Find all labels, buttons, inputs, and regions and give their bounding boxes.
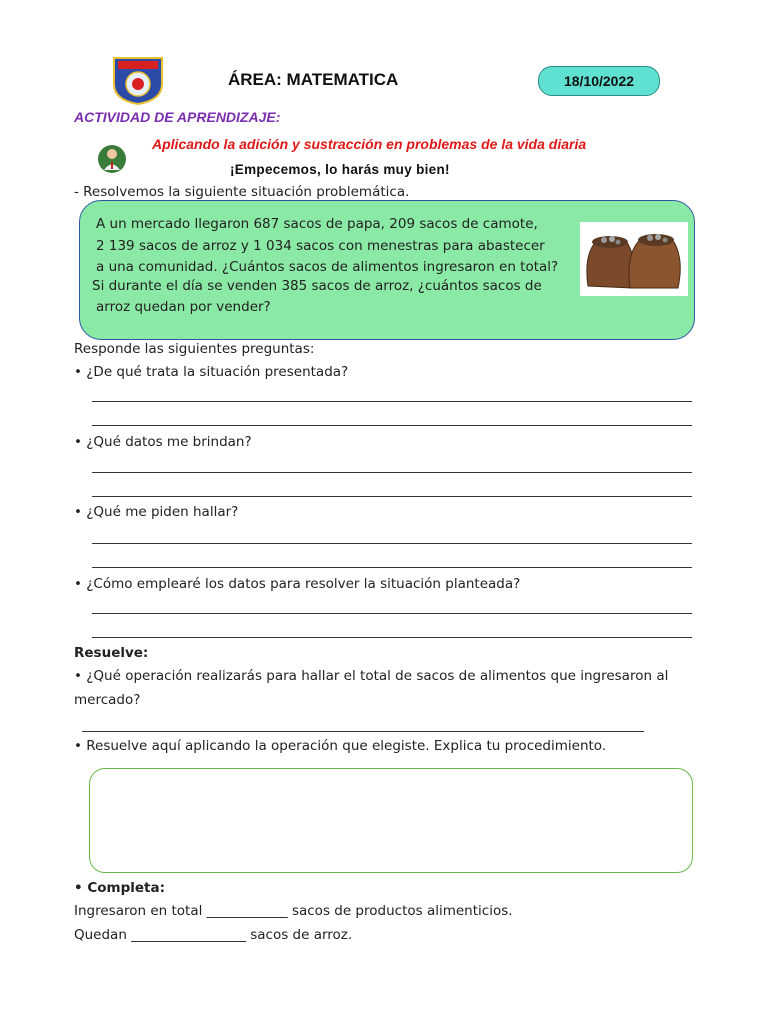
completa-line-1-prefix: Ingresaron en total: [74, 903, 203, 919]
completa-heading: • Completa:: [74, 880, 165, 896]
question-4: • ¿Cómo emplearé los datos para resolver la situación planteada?: [74, 576, 521, 592]
answer-line[interactable]: [92, 425, 692, 426]
intro-text: - Resolvemos la siguiente situación problemática.: [74, 184, 410, 200]
school-logo: [108, 54, 168, 106]
area-title: ÁREA: MATEMATICA: [228, 70, 399, 89]
question-2: • ¿Qué datos me brindan?: [74, 434, 252, 450]
answer-line[interactable]: [92, 567, 692, 568]
motivation-text: ¡Empecemos, lo harás muy bien!: [230, 162, 450, 177]
sacks-image: [580, 222, 688, 296]
completa-line-2-suffix: sacos de arroz.: [250, 927, 353, 943]
answer-line[interactable]: [92, 472, 692, 473]
question-3: • ¿Qué me piden hallar?: [74, 504, 239, 520]
questions-heading: Responde las siguientes preguntas:: [74, 341, 315, 357]
teacher-avatar-icon: [97, 143, 127, 175]
answer-line[interactable]: [92, 496, 692, 497]
activity-label: ACTIVIDAD DE APRENDIZAJE:: [74, 109, 281, 125]
answer-line[interactable]: [92, 543, 692, 544]
completa-line-1: [74, 903, 513, 919]
completa-blank-2[interactable]: _________________: [131, 927, 246, 943]
answer-line[interactable]: [92, 401, 692, 402]
procedure-answer-box[interactable]: [89, 768, 693, 873]
problem-line: arroz quedan por vender?: [96, 299, 271, 315]
completa-line-1-suffix: sacos de productos alimenticios.: [291, 903, 513, 919]
resuelve-question-1: • ¿Qué operación realizarás para hallar el total de sacos de alimentos que ingresaron al: [74, 668, 669, 684]
operation-answer-line[interactable]: [82, 731, 644, 732]
resuelve-question-1-cont: mercado?: [74, 692, 141, 708]
resuelve-heading: Resuelve:: [74, 645, 149, 661]
completa-line-2: [74, 927, 352, 943]
problem-line: 2 139 sacos de arroz y 1 034 sacos con menestras para abastecer: [96, 238, 545, 254]
completa-blank-1[interactable]: ____________: [206, 903, 288, 919]
completa-line-2-prefix: Quedan: [74, 927, 127, 943]
answer-line[interactable]: [92, 637, 692, 638]
problem-line: A un mercado llegaron 687 sacos de papa, 209 sacos de camote,: [96, 216, 538, 232]
date-badge: 18/10/2022: [538, 66, 660, 96]
question-1: • ¿De qué trata la situación presentada?: [74, 364, 349, 380]
activity-subtitle: Aplicando la adición y sustracción en problemas de la vida diaria: [152, 136, 587, 152]
resuelve-question-2: • Resuelve aquí aplicando la operación que elegiste. Explica tu procedimiento.: [74, 738, 607, 754]
answer-line[interactable]: [92, 613, 692, 614]
problem-line: Si durante el día se venden 385 sacos de arroz, ¿cuántos sacos de: [92, 278, 542, 294]
problem-line: a una comunidad. ¿Cuántos sacos de alimentos ingresaron en total?: [96, 259, 559, 275]
